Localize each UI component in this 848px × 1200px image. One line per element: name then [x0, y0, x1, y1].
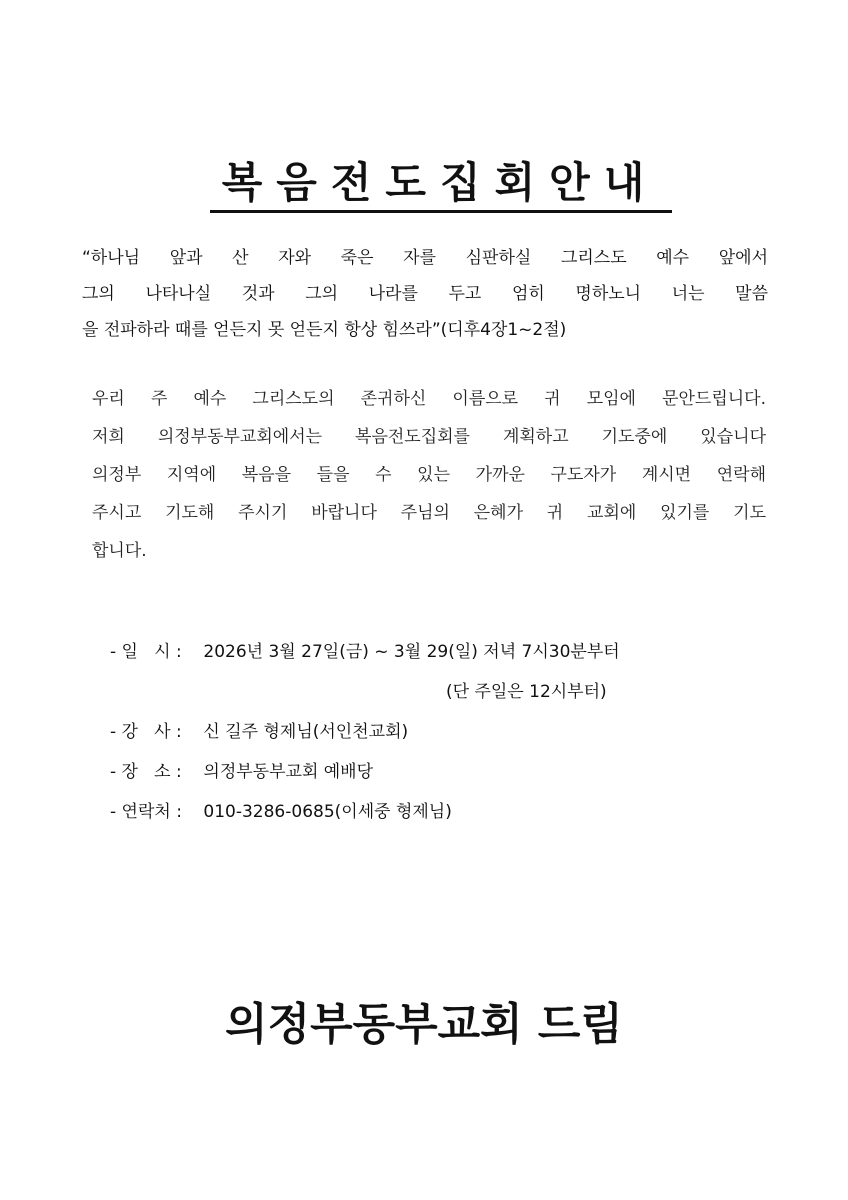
- date-label: - 일 시 :: [110, 642, 182, 662]
- event-details: [110, 632, 790, 832]
- church-signature: 의정부동부교회 드림: [225, 999, 623, 1050]
- place-row: [110, 752, 790, 792]
- greeting-line: 합니다.: [92, 541, 147, 561]
- greeting-line: 저희 의정부동부교회에서는 복음전도집회를 계획하고 기도중에 있습니다: [92, 427, 766, 447]
- greeting-line: 우리 주 예수 그리스도의 존귀하신 이름으로 귀 모임에 문안드립니다.: [92, 389, 766, 409]
- contact-value: 010-3286-0685(이세중 형제님): [203, 802, 452, 822]
- speaker-label: - 강 사 :: [110, 722, 182, 742]
- date-note-row: [110, 672, 790, 712]
- place-label: - 장 소 :: [110, 762, 182, 782]
- date-row: [110, 632, 790, 672]
- contact-label: - 연락처 :: [110, 802, 182, 822]
- scripture-verse: [82, 240, 768, 348]
- verse-line: 을 전파하라 때를 얻든지 못 얻든지 항상 힘쓰라”(디후4장1~2절): [82, 320, 567, 340]
- verse-line: “하나님 앞과 산 자와 죽은 자를 심판하실 그리스도 예수 앞에서: [82, 248, 768, 268]
- greeting-line: 의정부 지역에 복음을 들을 수 있는 가까운 구도자가 계시면 연락해: [92, 465, 766, 485]
- title-underline: [210, 210, 672, 213]
- page-title: 복음전도집회안내: [221, 158, 659, 207]
- verse-line: 그의 나타나실 것과 그의 나라를 두고 엄히 명하노니 너는 말씀: [82, 284, 768, 304]
- greeting-line: 주시고 기도해 주시기 바랍니다 주님의 은혜가 귀 교회에 있기를 기도: [92, 503, 766, 523]
- greeting-paragraph: [92, 380, 766, 570]
- date-note: (단 주일은 12시부터): [446, 682, 607, 702]
- speaker-value: 신 길주 형제님(서인천교회): [203, 722, 409, 742]
- date-value: 2026년 3월 27일(금) ~ 3월 29(일) 저녁 7시30분부터: [203, 642, 620, 662]
- contact-row: [110, 792, 790, 832]
- place-value: 의정부동부교회 예배당: [203, 762, 374, 782]
- speaker-row: [110, 712, 790, 752]
